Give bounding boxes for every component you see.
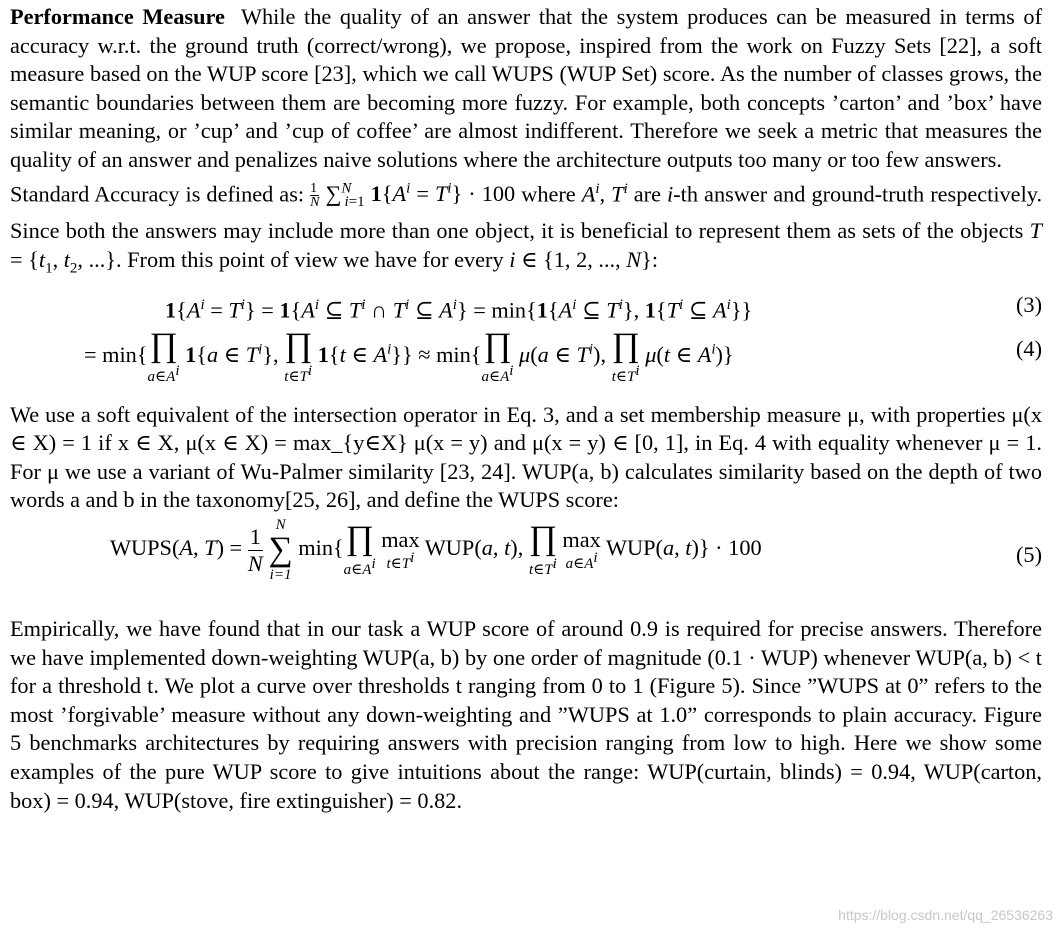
equation-4-number: (4)	[1016, 335, 1042, 361]
equation-5-body: WUPS(A, T) = $\frac{1}{N}$ N ∑ i=1 min{ ∏ $a\in A^i$ max $t\in T^i$ WUP(a, t), ∏ $t\in T^i$ max $a\in A^i$ WUP(a, t)} · 100	[110, 517, 762, 584]
paragraph-1-text: While the quality of an answer that the system produces can be measured in terms of accuracy w.r.t. the ground truth (correct/wrong), we propose, inspired from the work on Fuzzy Sets [22], a soft measure based on the WUP score [23], which we call WUPS (WUP Set) score. As the number of classes grows, the semantic boundaries between them are becoming more fuzzy. For example, both concepts ’carton’ and ’box’ have similar meaning, or ’cup’ and ’cup of coffee’ are almost indifferent. Therefore we seek a metric that measures the quality of an answer and penalizes naive solutions where the architecture outputs too many or too few answers.	[10, 4, 1042, 172]
paragraph-standard-accuracy: Standard Accuracy is defined as: $\frac{1}{N}$ ∑$^N_{i=1}$ $1\{A^i = T^i\} \cdot 100$ where $A^i$, $T^i$ are i-th answer and ground-truth respectively. Since both the answers may include more than one object, it is beneficial to represent them as sets of the objects $T = \{t_1$, $t_2$, ...}. From this point of view we have for every i ∈ {1, 2, ..., N}:	[10, 180, 1043, 277]
accuracy-where-text: where	[521, 180, 576, 206]
equation-3-number: (3)	[1016, 291, 1042, 317]
accuracy-are-text: are	[633, 180, 661, 206]
equation-5	[10, 515, 1042, 615]
equation-4	[10, 326, 1042, 401]
accuracy-formula: $\frac{1}{N}$ ∑$^N_{i=1}$ $1\{A^i = T^i\} \cdot 100$	[310, 180, 516, 211]
paragraph-performance-measure	[10, 3, 1042, 175]
paragraph-soft-intersection: We use a soft equivalent of the intersection operator in Eq. 3, and a set membership measure μ, with properties μ(x ∈ X) = 1 if x ∈ X, μ(x ∈ X) = max_{y∈X} μ(x = y) and μ(x = y) ∈ [0, 1], in Eq. 4 with equality whenever μ = 1. For μ we use a variant of Wu-Palmer similarity [23, 24]. WUP(a, b) calculates similarity based on the depth of two words a and b in the taxonomy[25, 26], and define the WUPS score:	[10, 401, 1042, 513]
paragraph-empirical: Empirically, we have found that in our task a WUP score of around 0.9 is required for precise answers. Therefore we have implemented down-weighting WUP(a, b) by one order of magnitude (0.1 · WUP) whenever WUP(a, b) < t for a threshold t. We plot a curve over thresholds t ranging from 0 to 1 (Figure 5). Since ”WUPS at 0” refers to the most ’forgivable’ measure without any down-weighting and ”WUPS at 1.0” corresponds to plain accuracy. Figure 5 benchmarks architectures by requiring answers with precision ranging from low to high. Here we show some examples of the pure WUP score to give intuitions about the range: WUP(curtain, blinds) = 0.94, WUP(carton, box) = 0.94, WUP(stove, fire extinguisher) = 0.82.	[10, 616, 1042, 813]
equation-4-body: = min{ ∏ $a\in A^i$ 1{a ∈ $T^i$}, ∏ $t\in T^i$ 1{t ∈ $A^i\}\} \approx \min${ ∏ $a\in A^i$ μ(a ∈ $T^i$), ∏ $t\in T^i$ μ(t ∈ $A^i$)}	[84, 326, 734, 385]
section-heading: Performance Measure	[10, 4, 225, 29]
accuracy-tail-text: . From this point of view we have for every	[116, 246, 504, 272]
equation-3-body: $1\{A^i = T^i\} = 1\{A^i$ ⊆ $T^i$ ∩ $T^i$ ⊆ $A^i\} = \min\{1\{A^i$ ⊆ $T^i$}, $1\{T^i$ ⊆ $A^i$}}	[165, 296, 753, 323]
equation-3	[10, 289, 1042, 329]
equation-5-number: (5)	[1016, 542, 1042, 568]
source-watermark: https://blog.csdn.net/qq_26536263	[838, 907, 1053, 923]
accuracy-lead-text: Standard Accuracy is defined as:	[10, 180, 305, 206]
accuracy-body-text: -th answer and ground-truth respectively. Since both the answers may include more than one object, it is beneficial to represent them as sets of the objects	[10, 180, 1043, 244]
paper-page	[10, 3, 1042, 815]
